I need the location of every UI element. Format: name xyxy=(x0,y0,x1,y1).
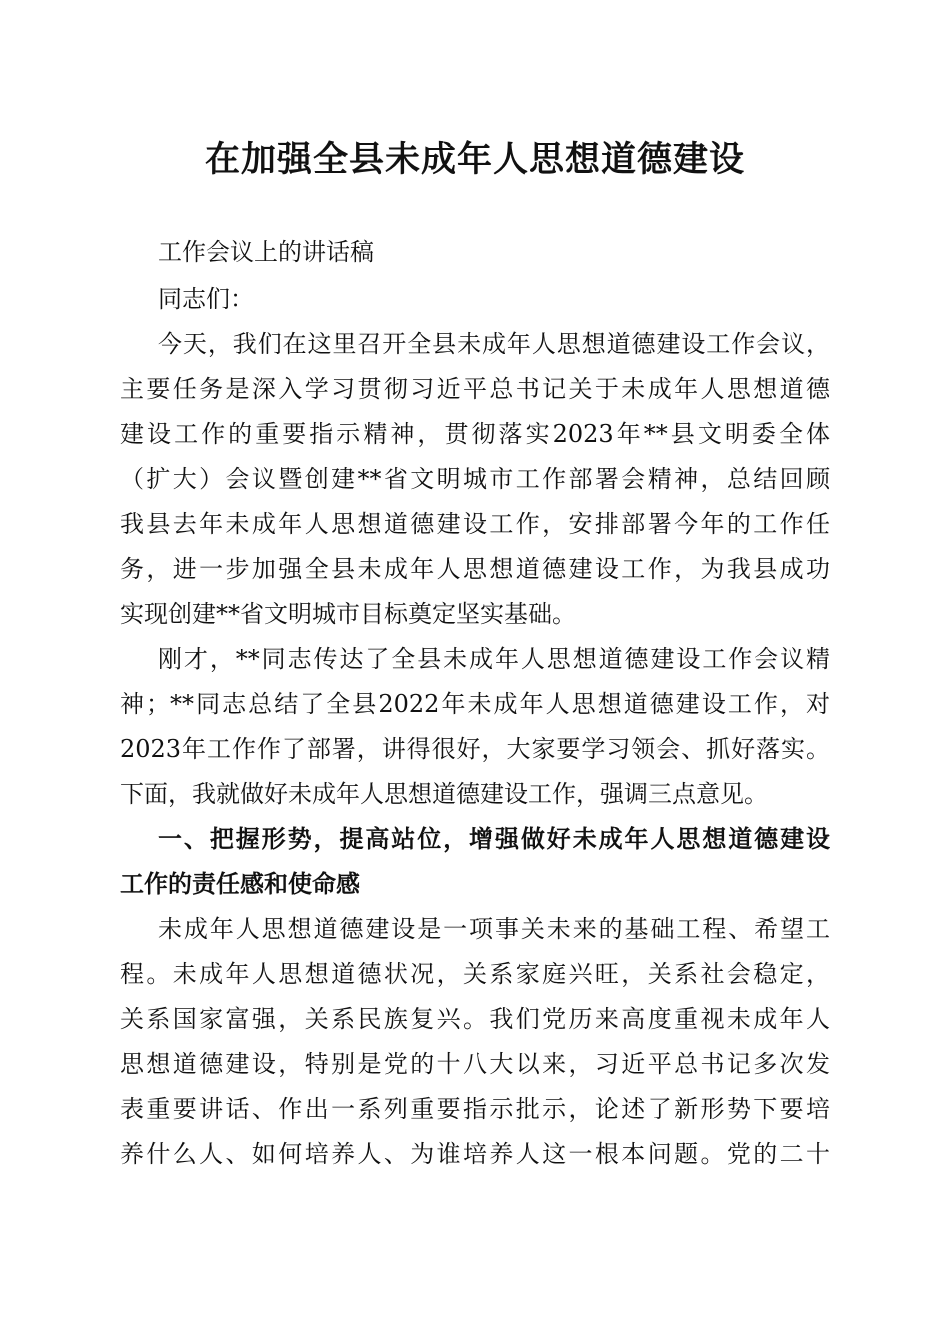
paragraph-line: 务，进一步加强全县未成年人思想道德建设工作，为我县成功 xyxy=(120,555,830,583)
paragraph-line: 程。未成年人思想道德状况，关系家庭兴旺，关系社会稳定， xyxy=(120,960,830,988)
paragraph-line: （扩大）会议暨创建**省文明城市工作部署会精神，总结回顾 xyxy=(120,465,830,493)
paragraph-line: 思想道德建设，特别是党的十八大以来，习近平总书记多次发 xyxy=(120,1050,830,1078)
paragraph-line: 下面，我就做好未成年人思想道德建设工作，强调三点意见。 xyxy=(120,780,768,808)
subtitle-line: 工作会议上的讲话稿 xyxy=(158,238,374,266)
section-heading: 一、把握形势，提高站位，增强做好未成年人思想道德建设 xyxy=(158,825,830,853)
paragraph-line: 主要任务是深入学习贯彻习近平总书记关于未成年人思想道德 xyxy=(120,375,830,403)
paragraph-line: 表重要讲话、作出一系列重要指示批示，论述了新形势下要培 xyxy=(120,1095,830,1123)
paragraph-line: 刚才，**同志传达了全县未成年人思想道德建设工作会议精 xyxy=(158,645,830,673)
paragraph-line: 实现创建**省文明城市目标奠定坚实基础。 xyxy=(120,600,576,628)
section-heading-continued: 工作的责任感和使命感 xyxy=(120,870,360,898)
salutation: 同志们： xyxy=(158,285,254,313)
paragraph-line: 我县去年未成年人思想道德建设工作，安排部署今年的工作任 xyxy=(120,510,830,538)
document-title: 在加强全县未成年人思想道德建设 xyxy=(204,139,745,180)
paragraph-line: 神；**同志总结了全县2022年未成年人思想道德建设工作，对 xyxy=(120,690,830,718)
paragraph-line: 关系国家富强，关系民族复兴。我们党历来高度重视未成年人 xyxy=(120,1005,830,1033)
paragraph-line: 未成年人思想道德建设是一项事关未来的基础工程、希望工 xyxy=(158,915,830,943)
paragraph-line: 今天，我们在这里召开全县未成年人思想道德建设工作会议， xyxy=(158,330,830,358)
paragraph-line: 养什么人、如何培养人、为谁培养人这一根本问题。党的二十 xyxy=(120,1140,830,1168)
paragraph-line: 2023年工作作了部署，讲得很好，大家要学习领会、抓好落实。 xyxy=(120,735,830,763)
paragraph-line: 建设工作的重要指示精神，贯彻落实2023年**县文明委全体 xyxy=(120,420,830,448)
